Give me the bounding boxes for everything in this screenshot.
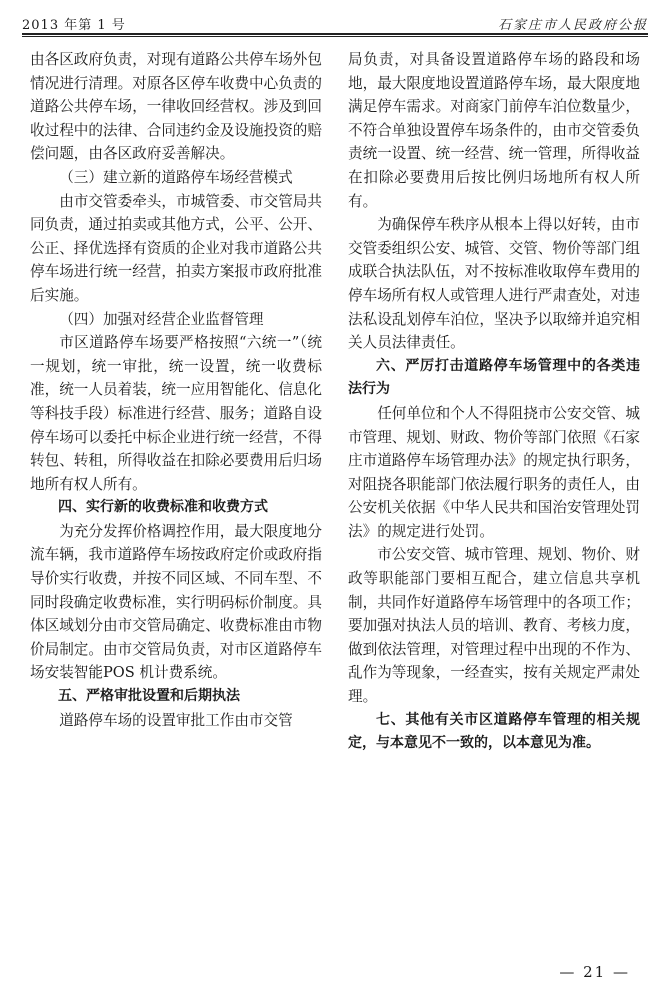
header-rule-thin	[22, 36, 648, 37]
right-column	[348, 48, 640, 756]
issue-label: 2013 年第 1 号	[22, 18, 126, 33]
subsection-heading: （四）加强对经营企业监督管理	[59, 310, 264, 328]
section-heading: 五、严格审批设置和后期执法	[58, 688, 240, 705]
header-rule	[22, 33, 648, 35]
paragraph: 为充分发挥价格调控作用，最大限度地分流车辆，我市道路停车场按政府定价或政府指导价实行收费，并按不同区域、不同车型、不同时段确定收费标准，实行明码标价制度。具体区域划分由市交管局确定、收费标准由市物价局制定。由市交管局负责，对市区道路停车场安装智能POS 机计费系统。	[30, 522, 322, 682]
paragraph: 市公安交管、城市管理、规划、物价、财政等职能部门要相互配合，建立信息共享机制，共同作好道路停车场管理中的各项工作；要加强对执法人员的培训、教育、考核力度，做到依法管理，对管理过程中出现的不作为、乱作为等现象，一经查实，按有关规定严肃处理。	[348, 546, 640, 706]
section-heading: 四、实行新的收费标准和收费方式	[58, 499, 268, 516]
paragraph: 道路停车场的设置审批工作由市交管	[59, 711, 293, 729]
subsection-heading: （三）建立新的道路停车场经营模式	[59, 168, 293, 186]
paragraph: 任何单位和个人不得阻挠市公安交管、城市管理、规划、财政、物价等部门依照《石家庄市道路停车场管理办法》的规定执行职务，对阻挠各职能部门依法履行职务的责任人，由公安机关依据《中华人民共和国治安管理处罚法》的规定进行处罚。	[348, 404, 640, 540]
section-heading: 七、其他有关市区道路停车管理的相关规定，与本意见不一致的，以本意见为准。	[348, 711, 640, 752]
paragraph: 由市交管委牵头，市城管委、市交管局共同负责，通过拍卖或其他方式，公平、公开、公正、择优选择有资质的企业对我市道路公共停车场进行统一经营，拍卖方案报市政府批准后实施。	[30, 192, 322, 304]
publication-title: 石家庄市人民政府公报	[497, 18, 648, 33]
paragraph: 市区道路停车场要严格按照“六统一”（统一规划，统一审批，统一设置，统一收费标准，统一人员着装，统一应用智能化、信息化等科技手段）标准进行经营、服务；道路自设停车场可以委托中标企业进行统一经营，不得转包、转租，所得收益在扣除必要费用后归场地所有权人所有。	[30, 334, 322, 493]
page-number: — 21 —	[559, 963, 630, 981]
paragraph: 局负责，对具备设置道路停车场的路段和场地，最大限度地设置道路停车场，最大限度地满足停车需求。对商家门前停车泊位数量少，不符合单独设置停车场条件的，由市交管委负责统一设置、统一经营、统一管理，所得收益在扣除必要费用后按比例归场地所有权人所有。	[348, 51, 640, 210]
paragraph: 为确保停车秩序从根本上得以好转，由市交管委组织公安、城管、交管、物价等部门组成联合执法队伍，对不按标准收取停车费用的停车场所有权人或管理人进行严肃查处，对违法私设乱划停车泊位，坚决予以取缔并追究相关人员法律责任。	[348, 216, 640, 352]
section-heading: 六、严厉打击道路停车场管理中的各类违法行为	[348, 357, 640, 398]
page-header	[22, 8, 648, 34]
paragraph: 由各区政府负责，对现有道路公共停车场外包情况进行清理。对原各区停车收费中心负责的道路公共停车场，一律收回经营权。涉及到回收过程中的法律、合同违约金及设施投资的赔偿问题，由各区政府妥善解决。	[30, 51, 322, 163]
left-column	[30, 48, 322, 732]
